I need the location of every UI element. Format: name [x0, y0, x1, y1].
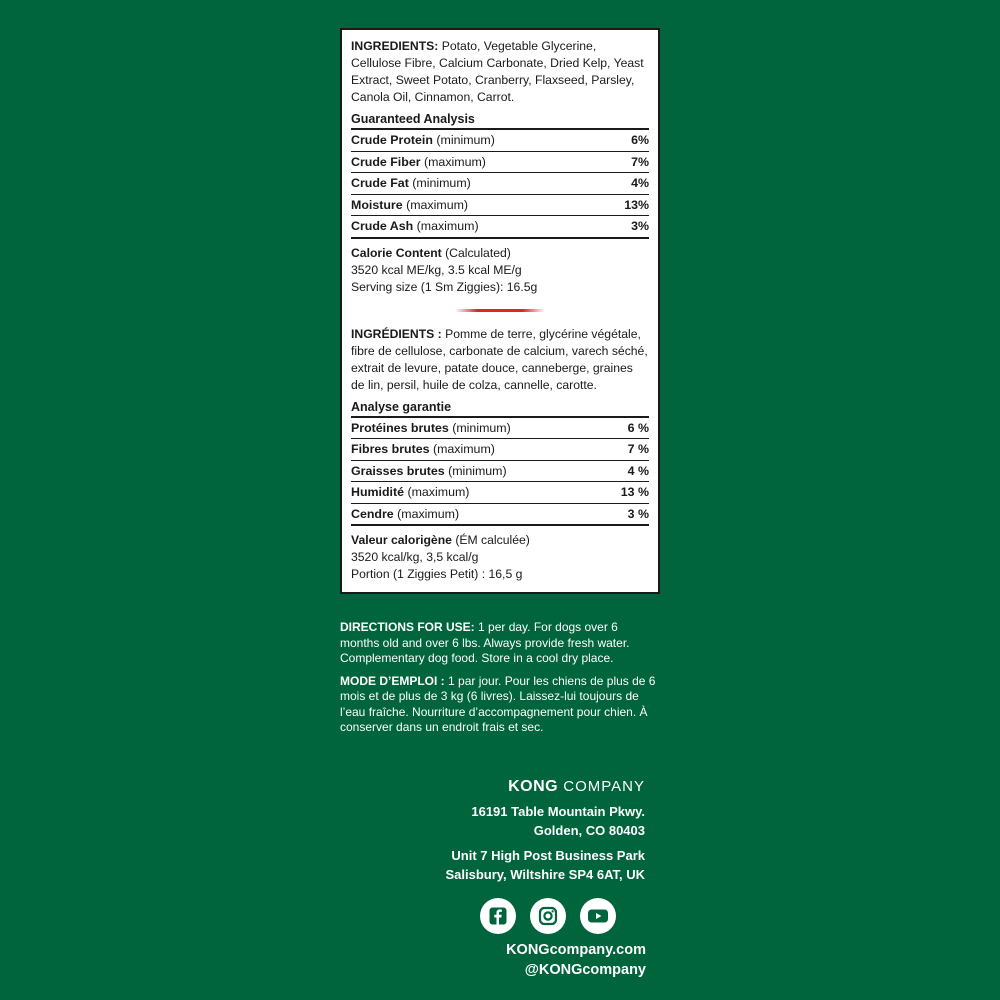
ingredients-en-label: INGREDIENTS:: [351, 39, 439, 53]
analysis-row: [351, 504, 649, 527]
row-qualifier: (maximum): [393, 506, 460, 521]
row-name: Crude Fat: [351, 176, 409, 191]
row-name: Graisses brutes: [351, 463, 445, 478]
row-value: 3 %: [627, 506, 649, 521]
analysis-row: [351, 439, 649, 461]
calorie-label-en: Calorie Content: [351, 245, 442, 260]
row-name: Protéines brutes: [351, 420, 449, 435]
row-name: Fibres brutes: [351, 442, 430, 457]
calorie-line1-en: 3520 kcal ME/kg, 3.5 kcal ME/g: [351, 262, 522, 277]
row-name: Moisture: [351, 197, 403, 212]
row-name: Cendre: [351, 506, 394, 521]
directions-en: [340, 620, 656, 667]
row-qualifier: (maximum): [429, 442, 495, 457]
directions-fr-text: 1 par jour. Pour les chiens de plus de 6 mois et de plus de 3 kg (6 livres). Laissez-lui toujours de l’eau fraîche. Nourriture d’accompagnement pour chien. À conserver dans un endroit frais et sec.: [340, 673, 656, 734]
row-value: 4%: [631, 176, 649, 191]
analysis-table-fr: [351, 418, 649, 527]
ingredients-fr-label: INGRÉDIENTS :: [351, 326, 442, 341]
youtube-icon[interactable]: [580, 898, 616, 934]
row-qualifier: (maximum): [413, 219, 479, 234]
directions-en-label: DIRECTIONS FOR USE:: [340, 620, 475, 634]
ingredients-fr: [351, 326, 649, 394]
uk-address: [445, 846, 645, 884]
row-value: 7%: [631, 154, 649, 169]
calorie-line2-fr: Portion (1 Ziggies Petit) : 16,5 g: [351, 567, 523, 581]
calorie-label-fr: Valeur calorigène: [351, 533, 452, 547]
instagram-icon[interactable]: [530, 898, 566, 934]
analysis-row: [351, 152, 649, 174]
analysis-row: [351, 461, 649, 483]
row-qualifier: (minimum): [432, 133, 495, 148]
row-value: 3%: [631, 219, 649, 234]
brand-company: COMPANY: [558, 778, 645, 795]
us-address: [445, 802, 645, 840]
row-name: Crude Ash: [351, 219, 414, 234]
website-link[interactable]: KONGcompany.com: [506, 942, 646, 958]
ingredients-en: [351, 38, 649, 106]
analysis-title-en: Guaranteed Analysis: [351, 112, 649, 130]
uk-address-line2: Salisbury, Wiltshire SP4 6AT, UK: [445, 867, 645, 882]
calorie-qualifier-fr: (ÉM calculée): [451, 533, 530, 547]
social-handle: @KONGcompany: [524, 962, 646, 978]
calorie-line2-en: Serving size (1 Sm Ziggies): 16.5g: [351, 279, 538, 294]
calorie-qualifier-en: (Calculated): [441, 245, 511, 260]
analysis-row: [351, 418, 649, 440]
analysis-row: [351, 173, 649, 195]
analysis-title-fr: Analyse garantie: [351, 400, 649, 418]
row-name: Crude Protein: [351, 133, 433, 148]
row-value: 13 %: [620, 485, 649, 500]
row-value: 6%: [631, 133, 649, 148]
calorie-content-en: [351, 245, 649, 296]
directions-fr: [340, 674, 656, 736]
web-links: [506, 940, 646, 980]
row-name: Crude Fiber: [351, 154, 421, 169]
uk-address-line1: Unit 7 High Post Business Park: [451, 848, 645, 863]
company-info: [445, 778, 645, 884]
brand-kong: KONG: [508, 778, 559, 795]
ingredients-en-text: Potato, Vegetable Glycerine, Cellulose Fibre, Calcium Carbonate, Dried Kelp, Yeast Extract, Sweet Potato, Cranberry, Flaxseed, Parsley, Canola Oil, Cinnamon, Carrot.: [351, 39, 644, 104]
row-qualifier: (minimum): [408, 176, 471, 191]
row-value: 13%: [624, 197, 649, 212]
facebook-icon[interactable]: [480, 898, 516, 934]
row-value: 4 %: [627, 463, 649, 478]
calorie-content-fr: [351, 532, 649, 583]
row-qualifier: (minimum): [444, 463, 507, 478]
nutrition-panel: [340, 28, 660, 594]
row-qualifier: (maximum): [404, 485, 470, 500]
directions: [340, 620, 656, 743]
calorie-line1-fr: 3520 kcal/kg, 3,5 kcal/g: [351, 550, 479, 564]
row-value: 7 %: [627, 442, 649, 457]
analysis-table-en: [351, 130, 649, 239]
row-qualifier: (maximum): [420, 154, 486, 169]
company-logo: [445, 778, 645, 796]
directions-fr-label: MODE D’EMPLOI :: [340, 673, 445, 688]
social-icons: [480, 898, 616, 934]
analysis-row: [351, 130, 649, 152]
row-name: Humidité: [351, 485, 405, 500]
analysis-row: [351, 195, 649, 217]
analysis-row: [351, 482, 649, 504]
us-address-line2: Golden, CO 80403: [533, 823, 645, 838]
analysis-row: [351, 216, 649, 239]
directions-en-text: 1 per day. For dogs over 6 months old and over 6 lbs. Always provide fresh water. Complementary dog food. Store in a cool dry place.: [340, 620, 630, 665]
row-qualifier: (minimum): [448, 420, 511, 435]
us-address-line1: 16191 Table Mountain Pkwy.: [471, 804, 645, 819]
ingredients-fr-text: Pomme de terre, glycérine végétale, fibre de cellulose, carbonate de calcium, varech séché, extrait de levure, patate douce, canneberge, graines de lin, persil, huile de colza, cannelle, carotte.: [351, 326, 648, 392]
row-qualifier: (maximum): [402, 197, 469, 212]
red-divider: [455, 309, 545, 312]
row-value: 6 %: [627, 420, 649, 435]
